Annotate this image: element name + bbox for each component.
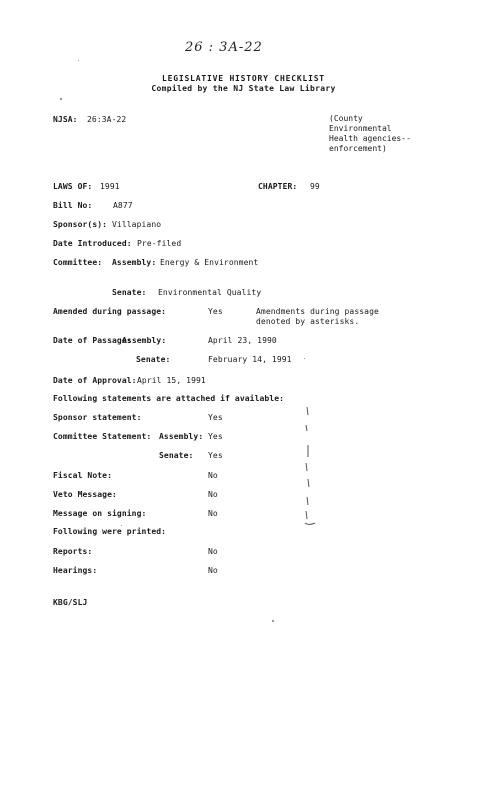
veto-message-value: No [208,490,218,499]
sponsors-value: Villapiano [112,220,162,229]
njsa-value: 26:3A-22 [87,115,127,124]
amended-label: Amended during passage: [53,307,167,316]
laws-of-value: 1991 [100,182,120,191]
committee-senate-value: Environmental Quality [158,288,262,297]
statements-heading: Following statements are attached if available: [53,394,285,403]
scan-speck [78,60,79,61]
committee-statement-assembly-value: Yes [208,432,223,441]
passage-senate-label: Senate: [136,355,171,364]
message-on-signing-label: Message on signing: [53,509,147,518]
date-introduced-value: Pre-filed [137,239,182,248]
sponsor-statement-label: Sponsor statement: [53,413,142,422]
sponsor-statement-value: Yes [208,413,223,422]
document-subtitle: Compiled by the NJ State Law Library [151,84,336,93]
fiscal-note-label: Fiscal Note: [53,471,112,480]
scan-speck [60,98,62,100]
reports-label: Reports: [53,547,93,556]
fiscal-note-value: No [208,471,218,480]
date-of-approval-value: April 15, 1991 [137,376,206,385]
date-introduced-label: Date Introduced: [53,239,132,248]
subject-note: (County Environmental Health agencies-- enforcement) [329,114,411,153]
message-on-signing-value: No [208,509,218,518]
document-title: LEGISLATIVE HISTORY CHECKLIST [162,74,325,83]
passage-assembly-value: April 23, 1990 [208,336,277,345]
committee-label: Committee: [53,258,103,267]
sponsors-label: Sponsor(s): [53,220,108,229]
chapter-label: CHAPTER: [258,182,298,191]
committee-statement-label: Committee Statement: [53,432,152,441]
chapter-value: 99 [310,182,320,191]
reports-value: No [208,547,218,556]
passage-senate-value: February 14, 1991 [208,355,292,364]
committee-assembly-value: Energy & Environment [160,258,259,267]
hearings-label: Hearings: [53,566,98,575]
scan-speck [272,620,274,622]
laws-of-label: LAWS OF: [53,182,93,191]
margin-scribble-mark [303,405,317,527]
date-of-approval-label: Date of Approval: [53,376,137,385]
amended-note-line2: denoted by asterisks. [256,317,360,326]
committee-senate-label: Senate: [112,288,147,297]
committee-assembly-label: Assembly: [112,258,157,267]
scan-speck [304,358,305,359]
passage-assembly-label: Assembly: [122,336,167,345]
hearings-value: No [208,566,218,575]
committee-statement-assembly-label: Assembly: [159,432,204,441]
njsa-label: NJSA: [53,115,78,124]
committee-statement-senate-value: Yes [208,451,223,460]
date-of-passage-label: Date of Passage: [53,336,132,345]
bill-no-value: A877 [113,201,133,210]
veto-message-label: Veto Message: [53,490,117,499]
scan-speck [121,525,122,526]
amended-note-line1: Amendments during passage [256,307,379,316]
initials: KBG/SLJ [53,598,88,607]
handwritten-citation: 26 : 3A-22 [185,40,263,55]
committee-statement-senate-label: Senate: [159,451,194,460]
bill-no-label: Bill No: [53,201,93,210]
printed-heading: Following were printed: [53,527,167,536]
amended-value: Yes [208,307,223,316]
